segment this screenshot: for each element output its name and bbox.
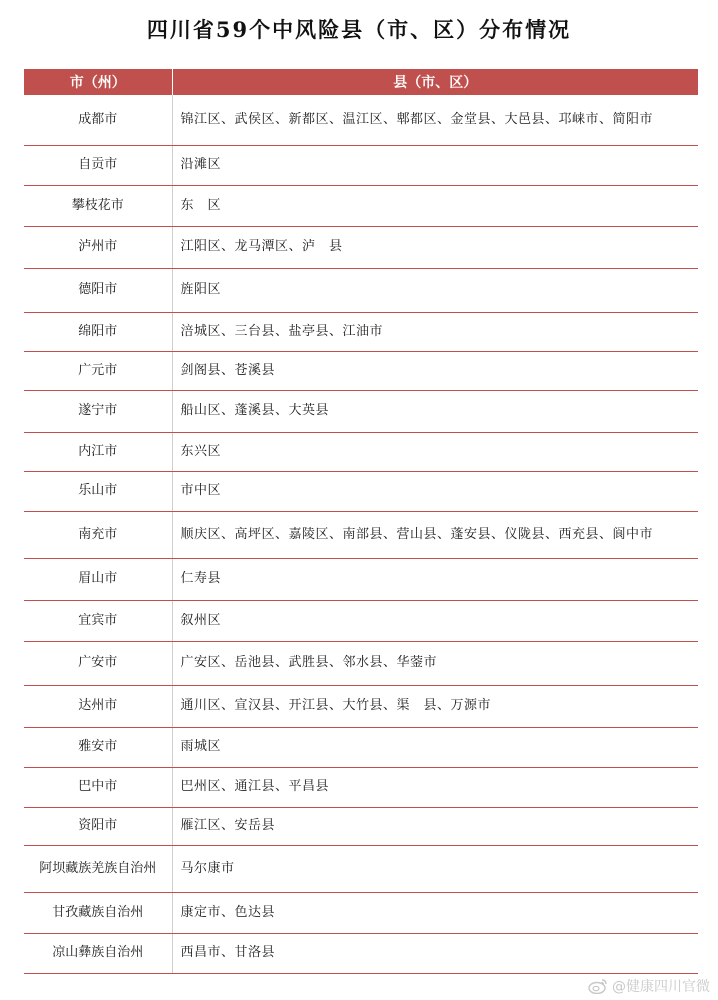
header-city: 市（州）: [24, 69, 172, 95]
county-cell: 雨城区: [172, 727, 698, 767]
city-cell: 乐山市: [24, 471, 172, 511]
county-cell: 剑阁县、苍溪县: [172, 351, 698, 390]
county-cell: 东兴区: [172, 432, 698, 471]
table-row: [24, 432, 698, 471]
table-row: [24, 641, 698, 685]
city-cell: 资阳市: [24, 807, 172, 845]
county-cell: 涪城区、三台县、盐亭县、江油市: [172, 312, 698, 351]
table-row: [24, 226, 698, 268]
risk-county-table: [24, 69, 698, 974]
table-row: [24, 511, 698, 558]
county-cell: 东 区: [172, 185, 698, 226]
county-cell: 船山区、蓬溪县、大英县: [172, 390, 698, 432]
table-row: [24, 185, 698, 226]
city-cell: 德阳市: [24, 268, 172, 312]
table-row: [24, 767, 698, 807]
city-cell: 绵阳市: [24, 312, 172, 351]
city-cell: 南充市: [24, 511, 172, 558]
city-cell: 广元市: [24, 351, 172, 390]
table-row: [24, 390, 698, 432]
table-row: [24, 145, 698, 185]
city-cell: 凉山彝族自治州: [24, 933, 172, 973]
city-cell: 达州市: [24, 685, 172, 727]
county-cell: 叙州区: [172, 600, 698, 641]
county-cell: 江阳区、龙马潭区、泸 县: [172, 226, 698, 268]
city-cell: 内江市: [24, 432, 172, 471]
table-row: [24, 471, 698, 511]
table-row: [24, 95, 698, 145]
city-cell: 阿坝藏族羌族自治州: [24, 845, 172, 892]
header-county: 县（市、区）: [172, 69, 698, 95]
city-cell: 泸州市: [24, 226, 172, 268]
city-cell: 雅安市: [24, 727, 172, 767]
table-row: [24, 351, 698, 390]
table-row: [24, 933, 698, 973]
county-cell: 锦江区、武侯区、新都区、温江区、郫都区、金堂县、大邑县、邛崃市、简阳市: [172, 95, 698, 145]
table-row: [24, 727, 698, 767]
page-title: 四川省59个中风险县（市、区）分布情况: [146, 17, 572, 42]
county-cell: 西昌市、甘洛县: [172, 933, 698, 973]
county-cell: 仁寿县: [172, 558, 698, 600]
weibo-icon: [588, 978, 608, 994]
table-row: [24, 600, 698, 641]
city-cell: 巴中市: [24, 767, 172, 807]
county-cell: 市中区: [172, 471, 698, 511]
table-row: [24, 685, 698, 727]
table-row: [24, 892, 698, 933]
table-row: [24, 558, 698, 600]
table-row: [24, 312, 698, 351]
county-cell: 康定市、色达县: [172, 892, 698, 933]
table-row: [24, 268, 698, 312]
table-header-row: [24, 69, 698, 95]
table-row: [24, 807, 698, 845]
city-cell: 自贡市: [24, 145, 172, 185]
city-cell: 遂宁市: [24, 390, 172, 432]
watermark-text: @健康四川官微: [612, 979, 710, 995]
county-cell: 马尔康市: [172, 845, 698, 892]
county-cell: 广安区、岳池县、武胜县、邻水县、华蓥市: [172, 641, 698, 685]
city-cell: 眉山市: [24, 558, 172, 600]
city-cell: 宜宾市: [24, 600, 172, 641]
city-cell: 成都市: [24, 95, 172, 145]
county-cell: 顺庆区、高坪区、嘉陵区、南部县、营山县、蓬安县、仪陇县、西充县、阆中市: [172, 511, 698, 558]
watermark: [588, 976, 710, 996]
city-cell: 攀枝花市: [24, 185, 172, 226]
table-row: [24, 845, 698, 892]
county-cell: 雁江区、安岳县: [172, 807, 698, 845]
city-cell: 广安市: [24, 641, 172, 685]
county-cell: 通川区、宣汉县、开江县、大竹县、渠 县、万源市: [172, 685, 698, 727]
county-cell: 旌阳区: [172, 268, 698, 312]
city-cell: 甘孜藏族自治州: [24, 892, 172, 933]
county-cell: 沿滩区: [172, 145, 698, 185]
county-cell: 巴州区、通江县、平昌县: [172, 767, 698, 807]
